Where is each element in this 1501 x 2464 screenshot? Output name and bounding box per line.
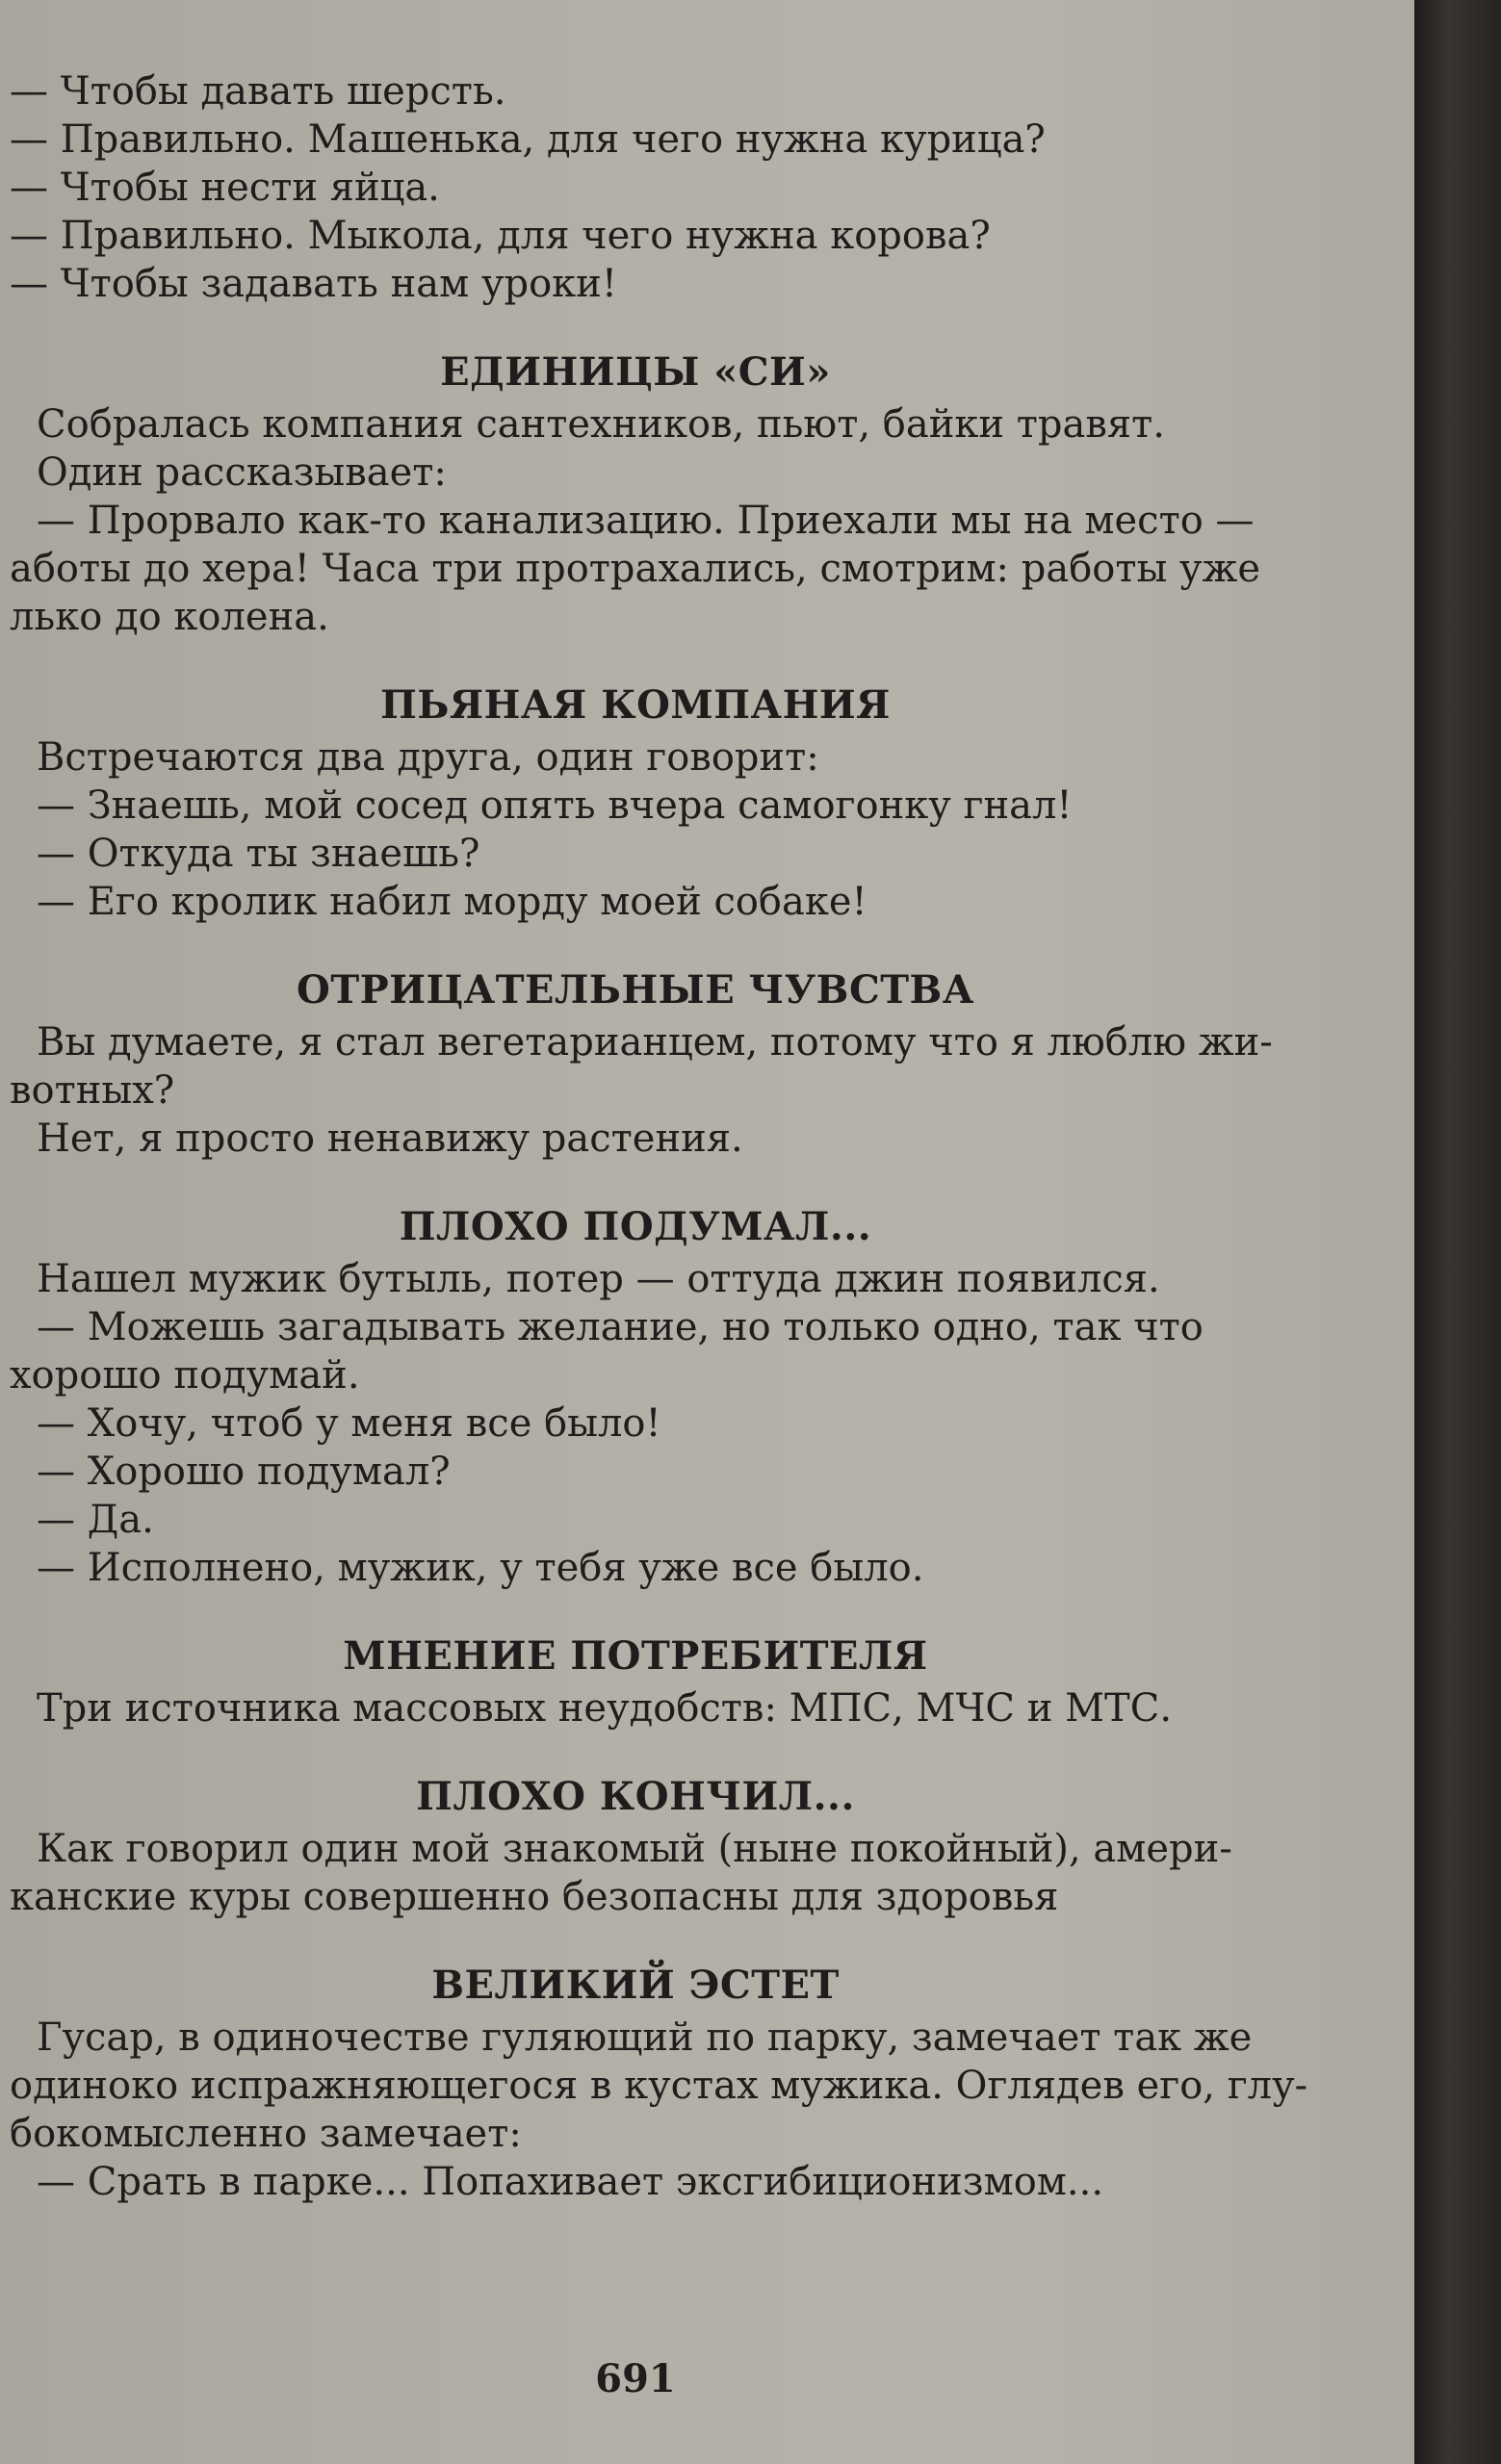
text-line: — Откуда ты знаешь?: [37, 832, 480, 876]
text-line: аботы до хера! Часа три протрахались, смотрим: работы уже: [10, 547, 1261, 591]
text-line: — Чтобы задавать нам уроки!: [10, 262, 617, 306]
text-line: — Его кролик набил морду моей собаке!: [37, 880, 867, 924]
joke-section: [10, 1632, 1300, 1732]
text-line: — Можешь загадывать желание, но только одно, так что: [37, 1305, 1203, 1349]
text-line: Вы думаете, я стал вегетарианцем, потому что я люблю жи-: [37, 1020, 1273, 1065]
intro-dialogue: [10, 67, 1300, 308]
book-edge-shadow: [1414, 0, 1501, 2464]
text-line: Нашел мужик бутыль, потер — оттуда джин появился.: [37, 1257, 1160, 1301]
text-line: — Хорошо подумал?: [37, 1450, 451, 1494]
text-line: — Исполнено, мужик, у тебя уже все было.: [37, 1546, 924, 1590]
text-line: — Чтобы давать шерсть.: [10, 69, 506, 114]
text-line: Один рассказывает:: [37, 450, 447, 495]
page-number: 691: [595, 2356, 676, 2401]
text-line: — Да.: [37, 1498, 154, 1542]
section-heading: ВЕЛИКИЙ ЭСТЕТ: [431, 1963, 840, 2008]
text-line: Нет, я просто ненавижу растения.: [37, 1116, 743, 1161]
text-line: — Хочу, чтоб у меня все было!: [37, 1401, 661, 1446]
joke-section: [10, 966, 1300, 1163]
page-text: [10, 67, 1308, 2206]
text-line: одиноко испражняющегося в кустах мужика. Оглядев его, глу-: [10, 2064, 1308, 2108]
text-line: — Чтобы нести яйца.: [10, 166, 440, 210]
joke-section: [10, 681, 1300, 926]
text-line: лько до колена.: [10, 595, 329, 639]
joke-section: [10, 1962, 1308, 2206]
text-line: Встречаются два друга, один говорит:: [37, 735, 819, 780]
text-line: Как говорил один мой знакомый (ныне покойный), амери-: [37, 1827, 1232, 1871]
text-line: — Правильно. Мыкола, для чего нужна корова?: [10, 214, 991, 258]
section-heading: ЕДИНИЦЫ «СИ»: [440, 349, 831, 395]
section-heading: ОТРИЦАТЕЛЬНЫЕ ЧУВСТВА: [297, 967, 974, 1013]
text-line: Три источника массовых неудобств: МПС, МЧС и МТС.: [37, 1686, 1173, 1731]
text-line: бокомысленно замечает:: [10, 2112, 522, 2156]
joke-section: [10, 1773, 1300, 1921]
section-heading: ПЛОХО ПОДУМАЛ...: [399, 1204, 872, 1249]
text-line: Собралась компания сантехников, пьют, байки травят.: [37, 402, 1165, 447]
text-line: — Правильно. Машенька, для чего нужна курица?: [10, 117, 1046, 162]
text-line: хорошо подумай.: [10, 1353, 360, 1398]
section-heading: ПЬЯНАЯ КОМПАНИЯ: [380, 682, 891, 728]
text-line: — Знаешь, мой сосед опять вчера самогонку гнал!: [37, 783, 1073, 828]
text-line: вотных?: [10, 1068, 175, 1113]
text-line: — Прорвало как-то канализацию. Приехали мы на место —: [37, 499, 1255, 543]
section-heading: МНЕНИЕ ПОТРЕБИТЕЛЯ: [343, 1633, 928, 1679]
text-line: Гусар, в одиночестве гуляющий по парку, замечает так же: [37, 2015, 1253, 2060]
text-line: — Срать в парке... Попахивает эксгибиционизмом...: [37, 2160, 1104, 2204]
joke-section: [10, 348, 1300, 641]
joke-section: [10, 1203, 1300, 1592]
section-heading: ПЛОХО КОНЧИЛ...: [416, 1774, 855, 1819]
text-line: канские куры совершенно безопасны для здоровья: [10, 1875, 1059, 1919]
